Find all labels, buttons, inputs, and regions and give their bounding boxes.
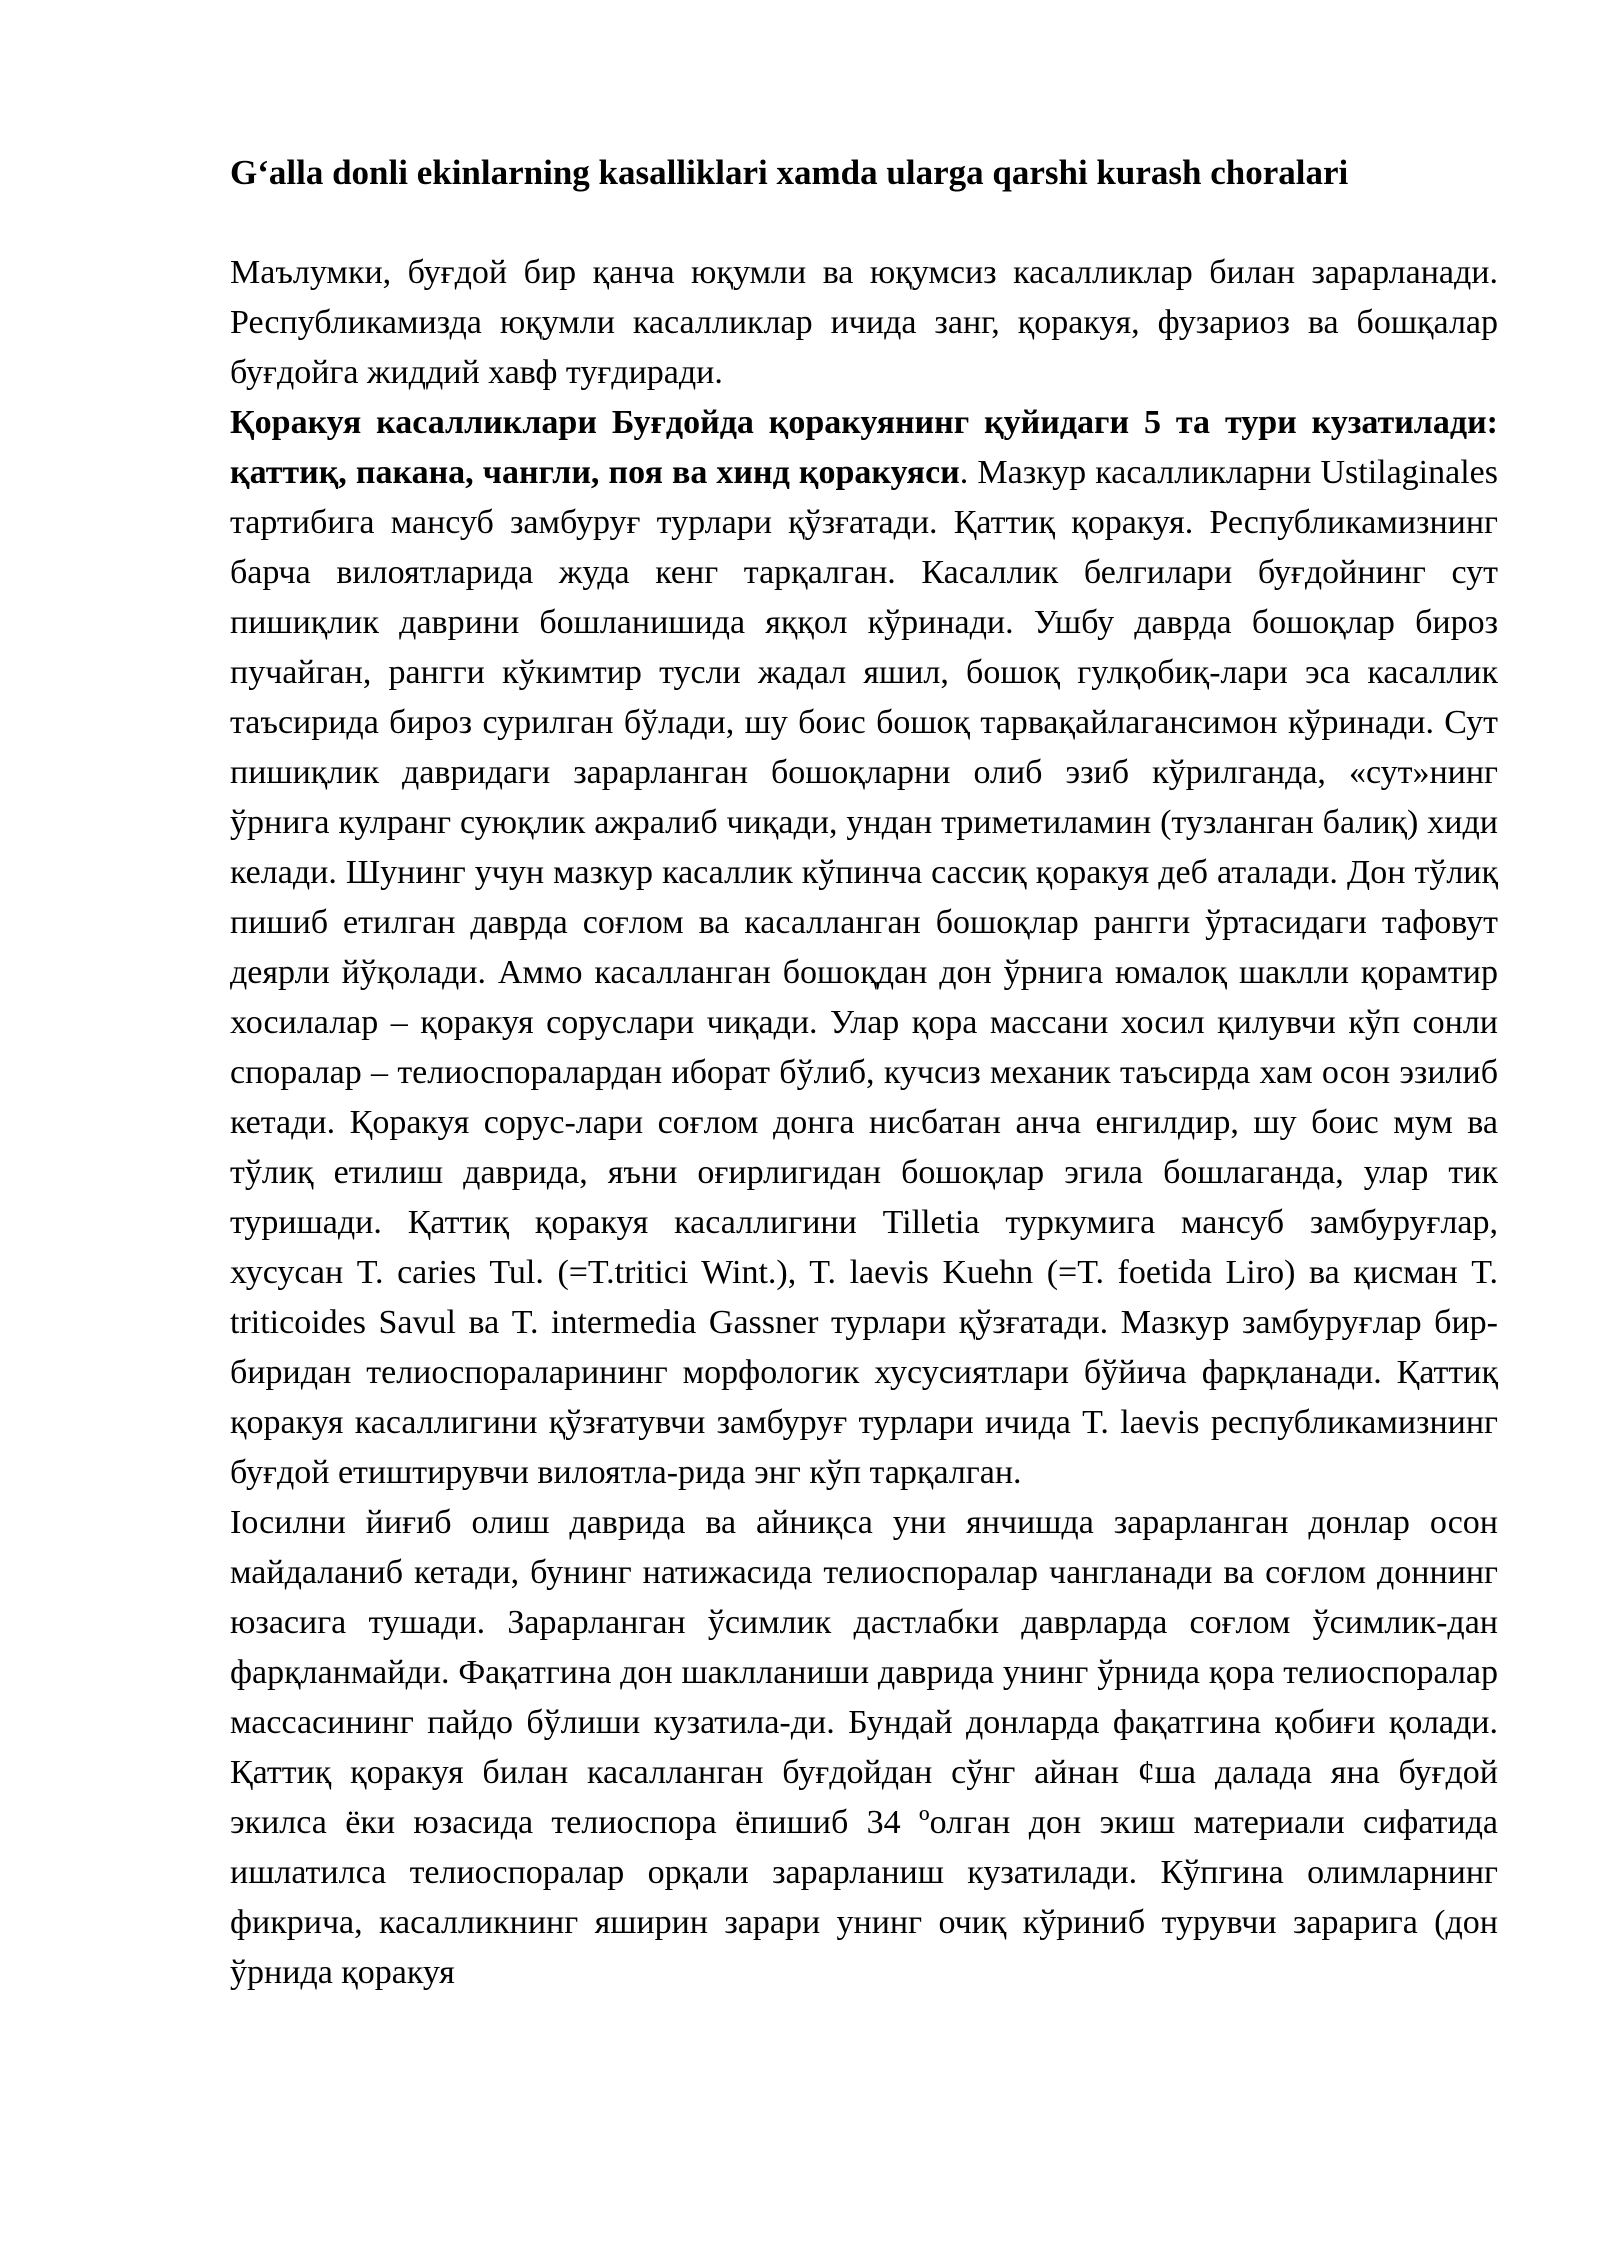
document-body <box>230 248 1498 1998</box>
document-page <box>230 0 1498 2262</box>
paragraph-smut-diseases <box>230 398 1498 1498</box>
paragraph-smut-heading: Қоракуя касалликлари Буғдойда қоракуянинг қуйидаги 5 та тури кузатилади: қаттиқ, пакана, чангли, поя ва хинд қоракуяси <box>230 404 1498 491</box>
document-title: G‘alla donli ekinlarning kasalliklari xamda ularga qarshi kurash choralari <box>230 153 1349 192</box>
paragraph-intro: Маълумки, буғдой бир қанча юқумли ва юқумсиз касалликлар билан зарарланади. Республикамизда юқумли касалликлар ичида занг, қоракуя, фузариоз ва бошқалар буғдойга жиддий хавф туғдиради. <box>230 254 1498 391</box>
paragraph-harvest: Іосилни йиғиб олиш даврида ва айниқса уни янчишда зарарланган донлар осон майдаланиб кетади, бунинг натижасида телиоспоралар чангланади ва соғлом доннинг юзасига тушади. Зарарланган ўсимлик дастлабки даврларда соғлом ўсимлик-дан фарқланмайди. Фақатгина дон шаклланиши даврида унинг ўрнида қора телиоспоралар массасининг пайдо бўлиши кузатила-ди. Бундай донларда фақатгина қобиғи қолади. Қаттиқ қоракуя билан касалланган буғдойдан сўнг айнан ¢ша далада яна буғдой экилса ёки юзасида телиоспора ёпишиб 34 ºолган дон экиш материали сифатида ишлатилса телиоспоралар орқали зарарланиш кузатилади. Кўпгина олимларнинг фикрича, касалликнинг яширин зарари унинг очиқ кўриниб турувчи зарарига (дон ўрнида қоракуя <box>230 1504 1498 1991</box>
paragraph-smut-text: . Мазкур касалликларни Ustilaginales тартибига мансуб замбуруғ турлари қўзғатади. Қаттиқ қоракуя. Республикамизнинг барча вилоятларида жуда кенг тарқалган. Касаллик белгилари буғдойнинг сут пишиқлик даврини бошланишида яққол кўринади. Ушбу даврда бошоқлар бироз пучайган, рангги кўкимтир тусли жадал яшил, бошоқ гулқобиқ-лари эса касаллик таъсирида бироз сурилган бўлади, шу боис бошоқ тарвақайлагансимон кўринади. Сут пишиқлик давридаги зарарланган бошоқларни олиб эзиб кўрилганда, «сут»нинг ўрнига кулранг суюқлик ажралиб чиқади, ундан триметиламин (тузланган балиқ) хиди келади. Шунинг учун мазкур касаллик кўпинча сассиқ қоракуя деб аталади. Дон тўлиқ пишиб етилган даврда соғлом ва касалланган бошоқлар рангги ўртасидаги тафовут деярли йўқолади. Аммо касалланган бошоқдан дон ўрнига юмалоқ шаклли қорамтир хосилалар – қоракуя соруслари чиқади. Улар қора массани хосил қилувчи кўп сонли споралар – телиоспоралардан иборат бўлиб, кучсиз механик таъсирда хам осон эзилиб кетади. Қоракуя сорус-лари соғлом донга нисбатан анча енгилдир, шу боис мум ва тўлиқ етилиш даврида, яъни оғирлигидан бошоқлар эгила бошлаганда, улар тик туришади. Қаттиқ қоракуя касаллигини Tilletia туркумига мансуб замбуруғлар, хусусан T. caries Tul. (=T.tritici Wint.), T. laevis Kuehn (=T. foetida Liro) ва қисман T. triticoides Savul ва T. intermedia Gassner турлари қўзғатади. Мазкур замбуруғлар бир-биридан телиоспораларининг морфологик хусусиятлари бўйича фарқланади. Қаттиқ қоракуя касаллигини қўзғатувчи замбуруғ турлари ичида T. laevis республикамизнинг буғдой етиштирувчи вилоятла-рида энг кўп тарқалган. <box>230 454 1498 1491</box>
